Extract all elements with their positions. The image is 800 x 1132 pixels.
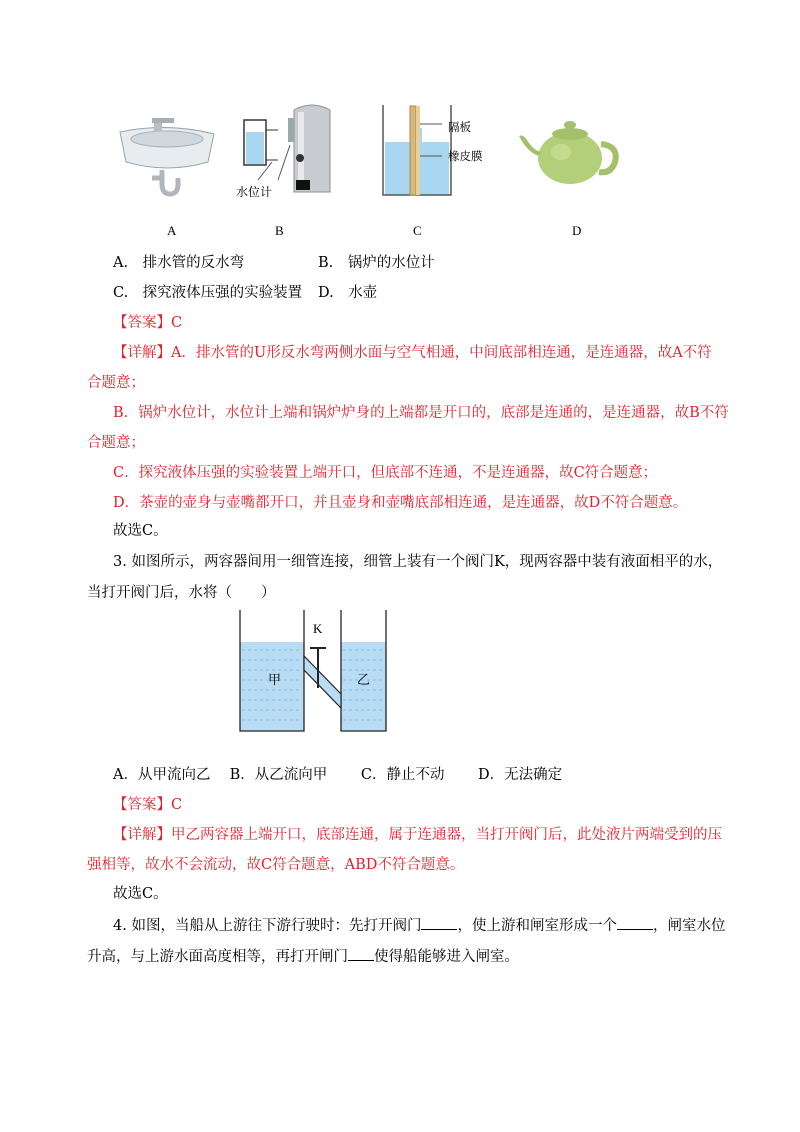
- blank-2[interactable]: [617, 915, 653, 930]
- q2-option-c: C. 探究液体压强的实验装置: [113, 285, 303, 301]
- q2-option-b: B. 锅炉的水位计: [318, 255, 435, 271]
- caption-c: C: [413, 223, 422, 238]
- q2-detail-c: C．探究液体压强的实验装置上端开口，但底部不连通，不是连通器，故C符合题意；: [113, 465, 658, 481]
- q2-answer: 【答案】C: [113, 315, 183, 331]
- q2-detail-b-line2: 合题意；: [87, 435, 145, 451]
- q2-detail-d: D．茶壶的壶身与壶嘴都开口，并且壶身和壶嘴底部相连通，是连通器，故D不符合题意。: [113, 495, 688, 511]
- q4-stem-part2: ，使上游和闸室形成一个: [457, 918, 617, 934]
- partition-label: 隔板: [448, 120, 471, 134]
- water-gauge-label: 水位计: [236, 185, 273, 199]
- container-yi-label: 乙: [357, 673, 371, 688]
- rubber-membrane-label: 橡皮膜: [448, 149, 483, 163]
- container-jia-label: 甲: [268, 673, 282, 688]
- blank-1[interactable]: [421, 915, 457, 930]
- valve-label: K: [313, 621, 323, 636]
- q2-conclusion: 故选C。: [113, 523, 168, 539]
- q3-stem-line2: 当打开阀门后，水将（ ）: [87, 585, 276, 601]
- q3-conclusion: 故选C。: [113, 886, 168, 902]
- q4-stem-part1: 4. 如图，当船从上游往下游行驶时：先打开阀门: [113, 918, 422, 934]
- q3-detail-line2: 强相等，故水不会流动，故C符合题意，ABD不符合题意。: [87, 857, 465, 873]
- q3-stem-line1: 3. 如图所示，两容器间用一细管连接，细管上装有一个阀门K，现两容器中装有液面相平的水，: [113, 554, 723, 570]
- q4-stem-line2: [87, 946, 519, 967]
- q4-stem-line1: [113, 915, 725, 936]
- q2-option-d: D. 水壶: [318, 285, 378, 301]
- q3-options: A．从甲流向乙 B．从乙流向甲 C．静止不动 D．无法确定: [113, 767, 563, 783]
- teapot-illustration: [515, 112, 625, 192]
- q2-detail-a-line2: 合题意；: [87, 375, 145, 391]
- q4-stem-line2b: 使得船能够进入闸室。: [374, 949, 519, 965]
- blank-3[interactable]: [348, 946, 374, 961]
- caption-a: A: [167, 223, 177, 238]
- caption-d: D: [572, 223, 582, 238]
- q3-answer: 【答案】C: [113, 797, 183, 813]
- q2-detail-a-line1: 【详解】A．排水管的U形反水弯两侧水面与空气相通，中间底部相连通，是连通器，故A不符: [113, 345, 712, 361]
- q4-stem-line2a: 升高，与上游水面高度相等，再打开闸门: [87, 949, 348, 965]
- q3-detail-line1: 【详解】甲乙两容器上端开口，底部连通，属于连通器，当打开阀门后，此处液片两端受到的压: [113, 827, 722, 843]
- sink-illustration: [112, 112, 222, 207]
- q2-detail-b-line1: B．锅炉水位计，水位计上端和锅炉炉身的上端都是开口的，底部是连通的，是连通器，故B不符: [113, 405, 729, 421]
- caption-b: B: [275, 223, 284, 238]
- q4-stem-part3: ，闸室水位: [652, 918, 726, 934]
- pressure-apparatus-illustration: [382, 104, 452, 199]
- q2-option-a: A. 排水管的反水弯: [113, 255, 245, 271]
